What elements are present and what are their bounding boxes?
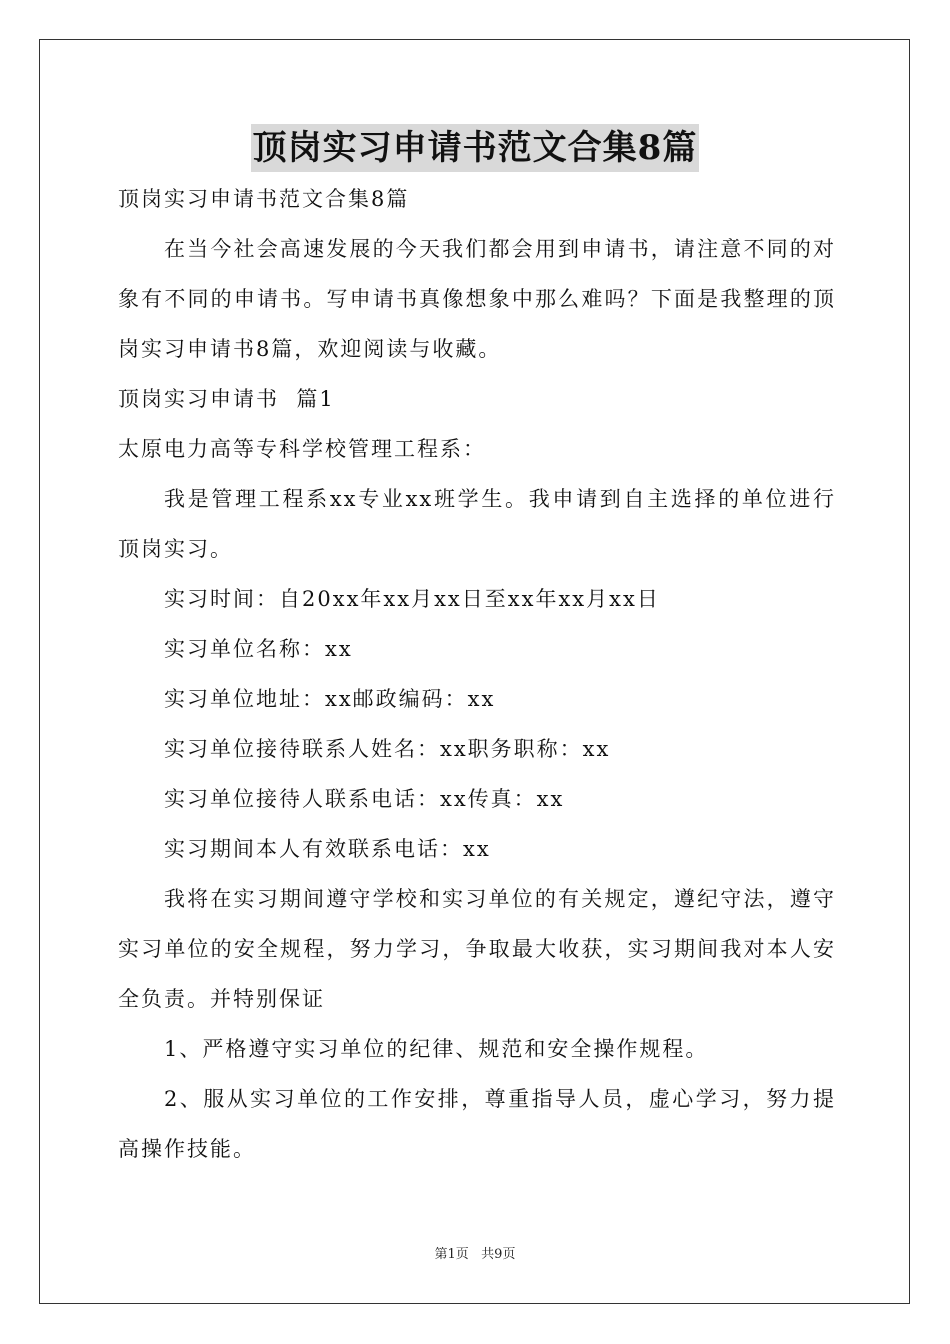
field-unit-name: 实习单位名称：xx (164, 637, 353, 661)
intro-paragraph: 在当今社会高速发展的今天我们都会用到申请书，请注意不同的对象有不同的申请书。写申请书真像想象中那么难吗？下面是我整理的顶岗实习申请书8篇，欢迎阅读与收藏。 (118, 237, 836, 361)
list-item: 2、服从实习单位的工作安排，尊重指导人员，虚心学习，努力提高操作技能。 (118, 1087, 836, 1161)
subtitle: 顶岗实习申请书范文合集8篇 (118, 187, 410, 211)
field-internship-time: 实习时间：自20xx年xx月xx日至xx年xx月xx日 (164, 587, 660, 611)
title-container (0, 124, 950, 172)
list-item: 1、严格遵守实习单位的纪律、规范和安全操作规程。 (164, 1037, 709, 1061)
pledge-paragraph: 我将在实习期间遵守学校和实习单位的有关规定，遵纪守法，遵守实习单位的安全规程，努力学习，争取最大收获，实习期间我对本人安全负责。并特别保证 (118, 887, 836, 1011)
document-body (118, 174, 836, 1174)
field-unit-address: 实习单位地址：xx邮政编码：xx (164, 687, 496, 711)
page-number: 第1页 共9页 (434, 1247, 516, 1262)
field-contact-phone: 实习单位接待人联系电话：xx传真：xx (164, 787, 565, 811)
field-contact-person: 实习单位接待联系人姓名：xx职务职称：xx (164, 737, 611, 761)
section-heading: 顶岗实习申请书 篇1 (118, 387, 335, 411)
statement-paragraph: 我是管理工程系xx专业xx班学生。我申请到自主选择的单位进行顶岗实习。 (118, 487, 836, 561)
field-personal-phone: 实习期间本人有效联系电话：xx (164, 837, 491, 861)
document-title: 顶岗实习申请书范文合集8篇 (251, 124, 700, 172)
addressee: 太原电力高等专科学校管理工程系： (118, 437, 486, 461)
